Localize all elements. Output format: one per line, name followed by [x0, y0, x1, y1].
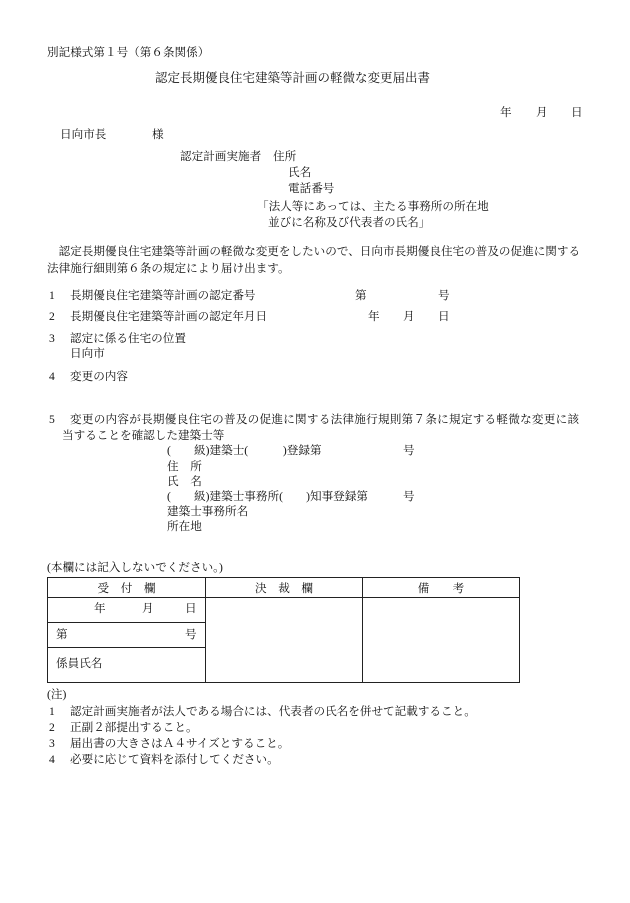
architect-name-label: 氏 名 — [167, 475, 202, 488]
date-month-label: 月 — [536, 106, 548, 119]
certification-date-day: 日 — [438, 310, 450, 323]
house-location-city: 日向市 — [70, 347, 105, 360]
architect-office-name-label: 建築士事務所名 — [167, 505, 249, 518]
note-number: 3 — [49, 737, 55, 750]
reception-staff-cell — [47, 647, 206, 683]
certification-date-month: 月 — [403, 310, 415, 323]
architect-office-registration-suffix: 号 — [403, 490, 415, 503]
reception-staff-label: 係員氏名 — [56, 657, 103, 670]
architect-registration: ( 級)建築士( )登録第 — [167, 444, 322, 457]
item-certification-number-label: 長期優良住宅建築等計画の認定番号 — [70, 289, 256, 302]
remarks-cell — [362, 597, 520, 683]
architect-office-registration: ( 級)建築士事務所( )知事登録第 — [167, 490, 368, 503]
architect-address-label: 住 所 — [167, 460, 202, 473]
item-change-content-label: 変更の内容 — [70, 370, 128, 383]
applicant-phone-label: 電話番号 — [288, 182, 335, 195]
corporate-note-line-1: 「法人等にあっては、主たる事務所の所在地 — [257, 200, 489, 213]
item-certification-date-label: 長期優良住宅建築等計画の認定年月日 — [70, 310, 268, 323]
reception-date-day: 日 — [185, 602, 197, 615]
certification-number-prefix: 第 — [355, 289, 367, 302]
item-number: 2 — [49, 310, 55, 323]
reception-date-month: 月 — [142, 602, 154, 615]
architect-registration-suffix: 号 — [403, 444, 415, 457]
item-architect-label-line-2: 当することを確認した建築士等 — [62, 429, 225, 442]
item-architect-label-line-1: 変更の内容が長期優良住宅の普及の促進に関する法律施行規則第７条に規定する軽微な変更に該 — [70, 413, 580, 426]
form-number: 別記様式第１号（第６条関係） — [47, 46, 210, 59]
applicant-role: 認定計画実施者 — [180, 150, 262, 163]
reception-date-year: 年 — [94, 602, 106, 615]
certification-date-year: 年 — [368, 310, 380, 323]
reception-number-cell — [47, 622, 206, 648]
certification-number-suffix: 号 — [438, 289, 450, 302]
form-title: 認定長期優良住宅建築等計画の軽微な変更届出書 — [155, 71, 431, 85]
applicant-address-label: 住所 — [273, 150, 297, 163]
reception-number-prefix: 第 — [56, 628, 68, 641]
note-text: 認定計画実施者が法人である場合には、代表者の氏名を併せて記載すること。 — [70, 705, 476, 718]
note-number: 1 — [49, 705, 55, 718]
item-number: 1 — [49, 289, 55, 302]
table-header-remarks: 備 考 — [362, 577, 520, 598]
note-text: 必要に応じて資料を添付してください。 — [70, 753, 279, 766]
approval-cell — [205, 597, 363, 683]
notes-heading: (注) — [47, 688, 67, 701]
statement-line-2: 法律施行細則第６条の規定により届け出ます。 — [47, 262, 290, 275]
item-number: 4 — [49, 370, 55, 383]
table-header-reception: 受 付 欄 — [47, 577, 206, 598]
addressee-honorific: 様 — [152, 128, 164, 141]
corporate-note-line-2: 並びに名称及び代表者の氏名」 — [268, 216, 431, 229]
item-house-location-label: 認定に係る住宅の位置 — [70, 332, 186, 345]
date-day-label: 日 — [571, 106, 583, 119]
office-use-note: (本欄には記入しないでください。) — [47, 561, 223, 574]
applicant-name-label: 氏名 — [288, 166, 312, 179]
reception-date-cell — [47, 597, 206, 623]
note-text: 正副２部提出すること。 — [70, 721, 198, 734]
reception-number-suffix: 号 — [185, 628, 197, 641]
item-number: 5 — [49, 413, 55, 426]
table-header-approval: 決 裁 欄 — [205, 577, 363, 598]
note-number: 2 — [49, 721, 55, 734]
item-number: 3 — [49, 332, 55, 345]
addressee-name: 日向市長 — [60, 128, 107, 141]
statement-line-1: 認定長期優良住宅建築等計画の軽微な変更をしたいので、日向市長期優良住宅の普及の促進に関する — [47, 245, 581, 258]
note-text: 届出書の大きさはＡ４サイズとすること。 — [70, 737, 290, 750]
date-year-label: 年 — [500, 106, 512, 119]
architect-office-location-label: 所在地 — [167, 520, 202, 533]
note-number: 4 — [49, 753, 55, 766]
